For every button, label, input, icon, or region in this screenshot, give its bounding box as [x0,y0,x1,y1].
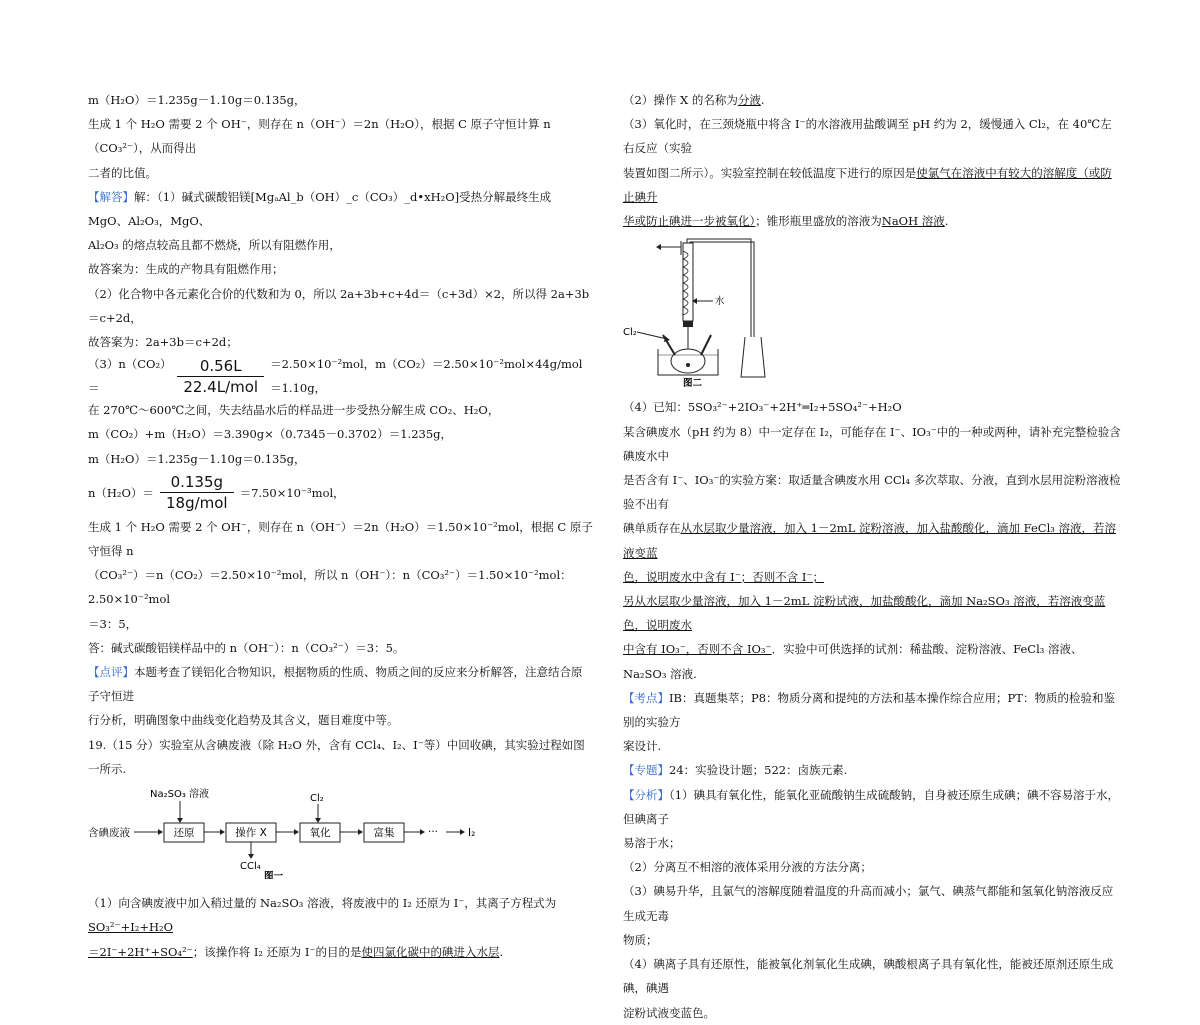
fraction [160,472,234,513]
arrow-head [220,829,225,835]
formula-suffix: ＝7.50×10⁻³mol， [239,485,345,500]
arrow-head [358,829,363,835]
arrow-head [294,829,299,835]
text-line: m（H₂O）＝1.235g－1.10g＝0.135g， [88,93,306,107]
text-line: 案设计. [623,739,662,754]
question-19-3-cont: 华或防止碘进一步被氧化）；锥形瓶里盛放的溶液为NaOH 溶液. [623,214,949,229]
answer-blank: 使氯气在溶液中有较大的溶解度（或防止碘升 [623,165,1112,204]
answer-blank: ＝2I⁻+2H⁺+SO₄²⁻ [88,944,193,959]
fraction-denominator: 22.4L/mol [177,376,264,397]
side-neck-right [701,335,711,355]
conical-flask [741,337,765,377]
answer-blank: 从水层取少量溶液，加入 1－2mL 淀粉溶液，加入盐酸酸化，滴加 FeCl₃ 溶液，若溶液变蓝 [623,521,1117,560]
fraction-denominator: 18g/mol [160,492,234,513]
answer-line [623,565,1123,589]
question-text: 装置如图二所示）。实验室控制在较低温度下进行的原因是 [623,165,917,180]
gas-tube-inner [690,242,754,337]
cl2-label: Cl₂ [623,327,637,339]
text-line: 本题考查了镁铝化合物知识，根据物质的性质、物质之间的反应来分析解答，注意结合原子守恒进 [88,665,583,704]
fraction [177,356,264,397]
question-text: （2）操作 X 的名称为 [623,93,738,107]
water-label: 水 [715,296,725,308]
text-line: 答：碱式碳酸铝镁样品中的 n（OH⁻）：n（CO₃²⁻）＝3：5。 [88,640,405,655]
text-line: 解：（1）碱式碳酸铝镁[MgₐAl_b（OH）_c（CO₃）_d•xH₂O]受热分解最终生成 MgO、Al₂O₃，MgO、 [88,189,552,229]
text-line: （2）分离互不相溶的液体采用分液的方法分离； [623,860,872,875]
kaodian-section [623,686,1123,734]
text-line: 物质； [623,932,658,947]
box-oxidize-label: 氧化 [309,827,331,840]
figure-2-caption: 图二 [683,378,703,388]
text-line: IB：真题集萃；P8：物质分离和提纯的方法和基本操作综合应用；PT：物质的检验和鉴别的实验方 [623,690,1115,730]
arrow-head [177,818,183,823]
text-line: 二者的比值。 [88,165,157,180]
formula-suffix: ＝2.50×10⁻²mol，m（CO₂）＝2.50×10⁻²mol×44g/mol＝1.10g， [270,357,583,396]
flowchart-figure-1 [88,787,593,887]
answer-blank: 使四氯化碳中的碘进入水层 [361,944,500,959]
cl2-label: Cl₂ [310,793,324,805]
formula-line [88,471,593,515]
text-line: Al₂O₃ 的熔点较高且都不燃烧，所以有阻燃作用， [88,238,341,253]
text-line: 淀粉试液变蓝色。 [623,1005,715,1020]
text-line: （3）氧化时，在三颈烧瓶中将含 I⁻的水溶液用盐酸调至 pH 约为 2，缓慢通入 Cl₂，在 40℃左右反应（实验 [623,117,1112,156]
dianping-tag: 【点评】 [88,665,134,680]
text-line: 某含碘废水（pH 约为 8）中一定存在 I₂，可能存在 I⁻、IO₃⁻中的一种或两种，请补充完整检验含碘废水中 [623,424,1121,463]
question-text: ．实验中可供选择的试剂：稀盐酸、淀粉溶液、FeCl₃ 溶液、Na₂SO₃ 溶液. [623,642,1083,681]
condenser-coil [683,251,688,315]
answer-blank: SO₃²⁻+I₂+H₂O [88,920,174,935]
apparatus-figure-2 [623,237,1123,395]
apparatus-diagram [623,237,783,387]
left-column [88,88,593,964]
question-19-2: （2）操作 X 的名称为分液. [623,93,765,107]
start-label: 含碘废液 [88,827,130,840]
question-19-1-cont: ＝2I⁻+2H⁺+SO₄²⁻；该操作将 I₂ 还原为 I⁻的目的是使四氯化碳中的碘进入水层. [88,944,504,959]
text-line: 在 270℃～600℃之间，失去结晶水后的样品进一步受热分解生成 CO₂、H₂O， [88,403,500,418]
text-line: 故答案为：生成的产物具有阻燃作用； [88,262,284,277]
text-line: 生成 1 个 H₂O 需要 2 个 OH⁻，则存在 n（OH⁻）＝2n（H₂O）＝1.50×10⁻²mol，根据 C 原子守恒得 n [88,519,593,559]
answer-blank: 色，说明废水中含有 I⁻；否则不含 I⁻； [623,569,825,584]
na2so3-label: Na₂SO₃ 溶液 [150,789,210,801]
question-19: 19.（15 分）实验室从含碘废液（除 H₂O 外，含有 CCl₄、I₂、I⁻等）中回收碘，其实验过程如图一所示. [88,737,585,776]
question-text: ；该操作将 I₂ 还原为 I⁻的目的是 [192,944,362,959]
text-line: m（CO₂）+m（H₂O）＝3.390g×（0.7345－0.3702）＝1.235g， [88,427,453,442]
text-line: 易溶于水； [623,836,681,851]
answer-blank: 中含有 IO₃⁻，否则不含 IO₃⁻ [623,642,772,657]
text-line: 故答案为：2a+3b＝c+2d； [88,335,238,350]
i2-label: I₂ [468,827,476,840]
right-column [623,88,1123,1025]
water-bath [658,349,718,375]
answer-blank: 华或防止碘进一步被氧化） [623,214,756,229]
stopper-center [683,321,693,327]
fenxi-section [623,783,1123,831]
question-19-1 [88,891,593,939]
question-19-3 [623,161,1123,209]
arrow-head [656,244,661,250]
stir-bar [686,363,690,367]
text-line: m（H₂O）＝1.235g－1.10g＝0.135g， [88,451,306,466]
flowchart-diagram [88,787,508,879]
question-text: ；锥形瓶里盛放的溶液为 [755,214,882,229]
text-line: （1）碘具有氧化性，能氧化亚硫酸钠生成硫酸钠，自身被还原生成碘；碘不容易溶于水，但碘离子 [623,787,1120,826]
fenxi-tag: 【分析】 [623,787,669,802]
box-enrich-label: 富集 [373,827,395,840]
text-line: （4）已知：5SO₃²⁻+2IO₃⁻+2H⁺═I₂+5SO₄²⁻+H₂O [623,400,902,415]
answer-line [623,637,1123,685]
comment-section [88,660,593,708]
answer-line [623,589,1123,637]
text-line: （CO₃²⁻）＝n（CO₂）＝2.50×10⁻²mol，所以 n（OH⁻）：n（CO₃²⁻）＝1.50×10⁻²mol：2.50×10⁻²mol [88,568,572,607]
arrow-head [420,829,425,835]
text-line: 是否含有 I⁻、IO₃⁻的实验方案：取适量含碘废水用 CCl₄ 多次萃取、分液，直到水层用淀粉溶液检验不出有 [623,473,1121,512]
formula-prefix: （3）n（CO₂）＝ [88,357,166,396]
question-19-4 [623,516,1123,564]
fraction-numerator: 0.135g [170,473,224,492]
text-line: 行分析，明确图象中曲线变化趋势及其含义，题目难度中等。 [88,713,399,728]
gas-tube [687,239,751,337]
zhuanti-tag: 【专题】 [623,763,669,778]
jieda-tag: 【解答】 [88,189,134,204]
text-line: 24：实验设计题；522：卤族元素. [669,763,848,778]
figure-1-caption: 图一 [264,871,284,880]
arrow-head [460,829,465,835]
three-neck-flask [671,349,705,373]
kaodian-tag: 【考点】 [623,690,669,705]
question-text: （1）向含碘废液中加入稍过量的 Na₂SO₃ 溶液，将废液中的 I₂ 还原为 I⁻，其离子方程式为 [88,896,557,911]
formula-line [88,354,593,398]
box-reduce-label: 还原 [173,827,195,840]
text-line: ＝3：5， [88,616,138,631]
zhuanti-section [623,758,1123,782]
answer-blank: 分液 [737,93,761,107]
text-line: （2）化合物中各元素化合价的代数和为 0，所以 2a+3b+c+4d＝（c+3d）×2，所以得 2a+3b＝c+2d， [88,286,590,325]
ccl4-label: CCl₄ [240,861,261,873]
answer-blank: NaOH 溶液 [881,214,945,229]
answer-blank: 另从水层取少量溶液，加入 1－2mL 淀粉试液，加盐酸酸化，滴加 Na₂SO₃ 溶液，若溶液变蓝色，说明废水 [623,594,1106,633]
arrow-head [248,854,254,859]
formula-prefix: n（H₂O）＝ [88,485,154,500]
text-line: 生成 1 个 H₂O 需要 2 个 OH⁻，则存在 n（OH⁻）＝2n（H₂O），根据 C 原子守恒计算 n（CO₃²⁻），从而得出 [88,117,551,156]
fraction-numerator: 0.56L [199,356,242,375]
answer-section [88,185,593,233]
box-operation-x-label: 操作 X [235,827,267,840]
text-line: （4）碘离子具有还原性，能被氧化剂氧化生成碘，碘酸根离子具有氧化性，能被还原剂还原生成碘，碘遇 [623,957,1114,996]
text-line: （3）碘易升华，且氯气的溶解度随着温度的升高而减小；氯气、碘蒸气都能和氢氧化钠溶液反应生成无毒 [623,884,1114,923]
arrow-head [315,818,321,823]
ellipsis: ··· [428,826,439,839]
arrow-head [158,829,163,835]
question-text: 碘单质存在 [623,521,681,536]
